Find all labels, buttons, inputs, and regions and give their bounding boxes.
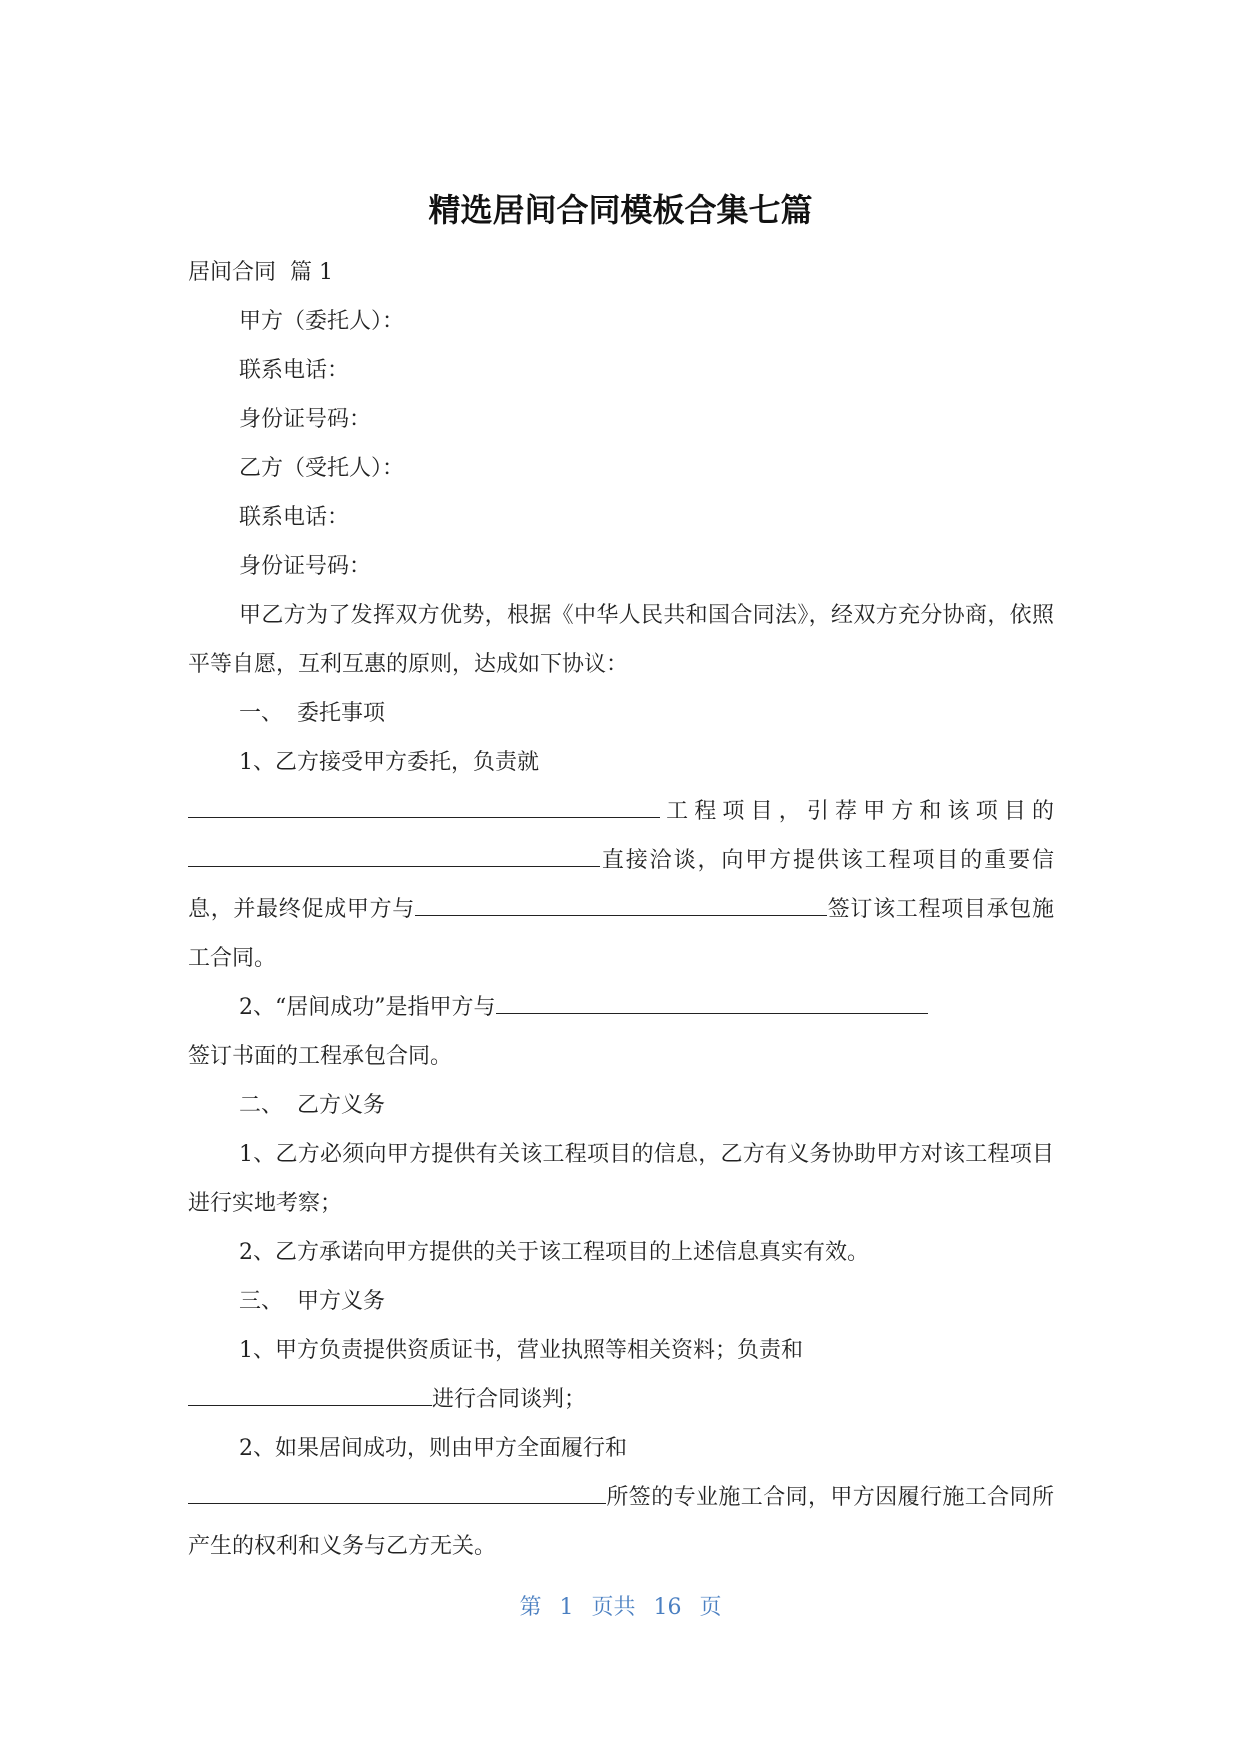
- footer-total-pages: 16: [653, 1595, 682, 1620]
- fill-blank-project-party: [188, 848, 600, 867]
- clause-1-2-text-b: 签订书面的工程承包合同。: [188, 1044, 453, 1069]
- clause-1-1-text-c: 直接洽谈，向甲方提供该工程项目的重要信息，并最终促成甲方与: [188, 848, 1054, 922]
- party-a-phone: 联系电话：: [239, 358, 350, 383]
- fill-blank-contract-party: [415, 897, 827, 916]
- preamble-paragraph: 甲乙方为了发挥双方优势，根据《中华人民共和国合同法》，经双方充分协商，依照平等自愿，互利互惠的原则，达成如下协议：: [188, 603, 1054, 677]
- party-b-label: 乙方（受托人）：: [239, 456, 405, 481]
- section-2-heading: 二、 乙方义务: [239, 1093, 385, 1118]
- fill-blank-contract-counterparty: [188, 1485, 606, 1504]
- clause-3-2-text-a: 2、如果居间成功，则由甲方全面履行和: [239, 1436, 627, 1461]
- clause-2-1: 1、乙方必须向甲方提供有关该工程项目的信息，乙方有义务协助甲方对该工程项目进行实地考察；: [188, 1142, 1054, 1216]
- party-a-id: 身份证号码：: [239, 407, 372, 432]
- section-3-heading: 三、 甲方义务: [239, 1289, 385, 1314]
- document-body: [188, 248, 1054, 1571]
- clause-3-2-text-b: 所签的专业施工合同，甲方因履行施工合同所产生的权利和义务与乙方无关。: [188, 1485, 1054, 1559]
- clause-3-1-text-b: 进行合同谈判；: [432, 1387, 587, 1412]
- clause-3-2: [188, 1424, 1054, 1571]
- fill-blank-negotiation-party: [188, 1387, 432, 1406]
- document-title: 精选居间合同模板合集七篇: [428, 191, 813, 229]
- clause-1-2: [188, 983, 1054, 1081]
- clause-1-2-text-a: 2、“居间成功”是指甲方与: [239, 995, 496, 1020]
- clause-1-1: [188, 738, 1054, 983]
- footer-prefix: 第: [519, 1595, 542, 1620]
- party-a-label: 甲方（委托人）：: [239, 309, 405, 334]
- page-footer: [0, 1592, 1241, 1624]
- clause-1-1-text-a: 1、乙方接受甲方委托，负责就: [239, 750, 539, 775]
- clause-2-2: 2、乙方承诺向甲方提供的关于该工程项目的上述信息真实有效。: [239, 1240, 869, 1265]
- clause-1-1-text-d: 签订该工程项目承包施工合同。: [188, 897, 1054, 971]
- clause-1-1-text-b: 工程项目，引荐甲方和该项目的: [660, 799, 1054, 824]
- section-heading: 居间合同 篇 1: [188, 260, 333, 285]
- fill-blank-success-party: [496, 995, 928, 1014]
- footer-suffix: 页: [699, 1595, 722, 1620]
- clause-3-1-text-a: 1、甲方负责提供资质证书，营业执照等相关资料；负责和: [239, 1338, 803, 1363]
- clause-3-1: [188, 1326, 1054, 1424]
- section-1-heading: 一、 委托事项: [239, 701, 385, 726]
- fill-blank-project-name: [188, 799, 660, 818]
- footer-current-page: 1: [559, 1595, 574, 1620]
- party-b-phone: 联系电话：: [239, 505, 350, 530]
- party-b-id: 身份证号码：: [239, 554, 372, 579]
- footer-middle: 页共: [591, 1595, 636, 1620]
